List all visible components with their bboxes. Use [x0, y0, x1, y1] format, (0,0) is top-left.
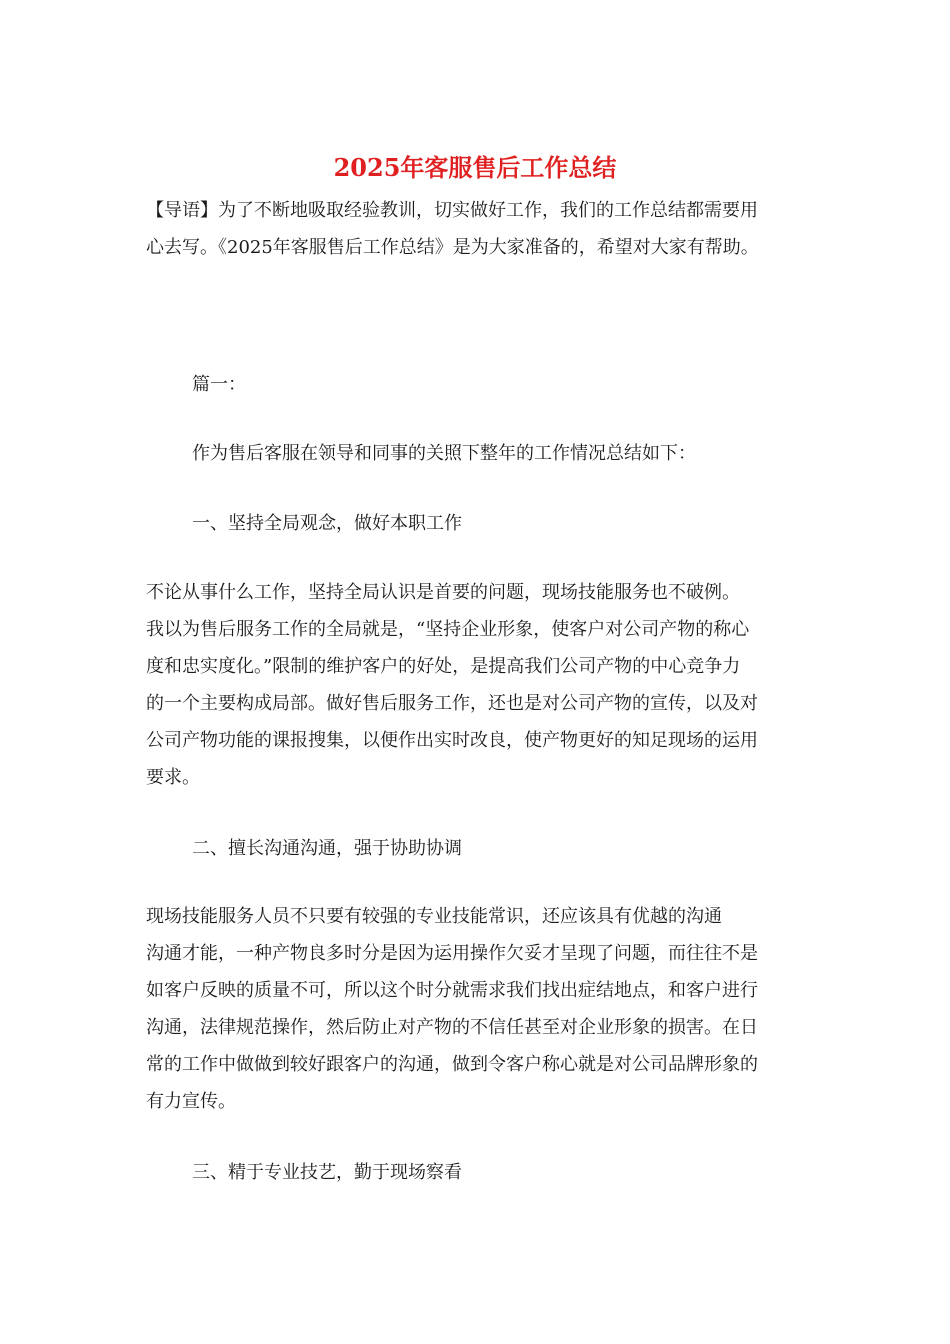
section-2-body: 现场技能服务人员不只要有较强的专业技能常识，还应该具有优越的沟通 沟通才能，一种产物良多时分是因为运用操作欠妥才呈现了问题，而往往不是 如客户反映的质量不可，所以这个时分就需求我们找出症结地点，和客户进行 沟通，法律规范操作，然后防止对产物的不信任甚至对企业形象的损害。在日 常的工作中做做到较好跟客户的沟通，做到令客户称心就是对公司品牌形象的 有力宣传。	[146, 906, 758, 1112]
section-1-heading: 一、坚持全局观念，做好本职工作	[192, 513, 462, 534]
document-title: 2025年客服售后工作总结	[333, 153, 617, 182]
section-2-heading: 二、擅长沟通沟通，强于协助协调	[192, 838, 462, 859]
section-3-heading: 三、精于专业技艺，勤于现场察看	[192, 1162, 462, 1183]
part-label: 篇一：	[192, 374, 246, 395]
section-1-body: 不论从事什么工作，坚持全局认识是首要的问题，现场技能服务也不破例。 我以为售后服务工作的全局就是，“坚持企业形象，使客户对公司产物的称心 度和忠实度化。”限制的维护客户的好处，是提高我们公司产物的中心竞争力 的一个主要构成局部。做好售后服务工作，还也是对公司产物的宣传，以及对 公司产物功能的课报搜集，以便作出实时改良，使产物更好的知足现场的运用 要求。	[146, 582, 758, 788]
opening-paragraph: 作为售后客服在领导和同事的关照下整年的工作情况总结如下：	[192, 443, 696, 464]
intro-paragraph: 【导语】为了不断地吸取经验教训，切实做好工作，我们的工作总结都需要用 心去写。《2025年客服售后工作总结》是为大家准备的，希望对大家有帮助。	[146, 200, 759, 258]
